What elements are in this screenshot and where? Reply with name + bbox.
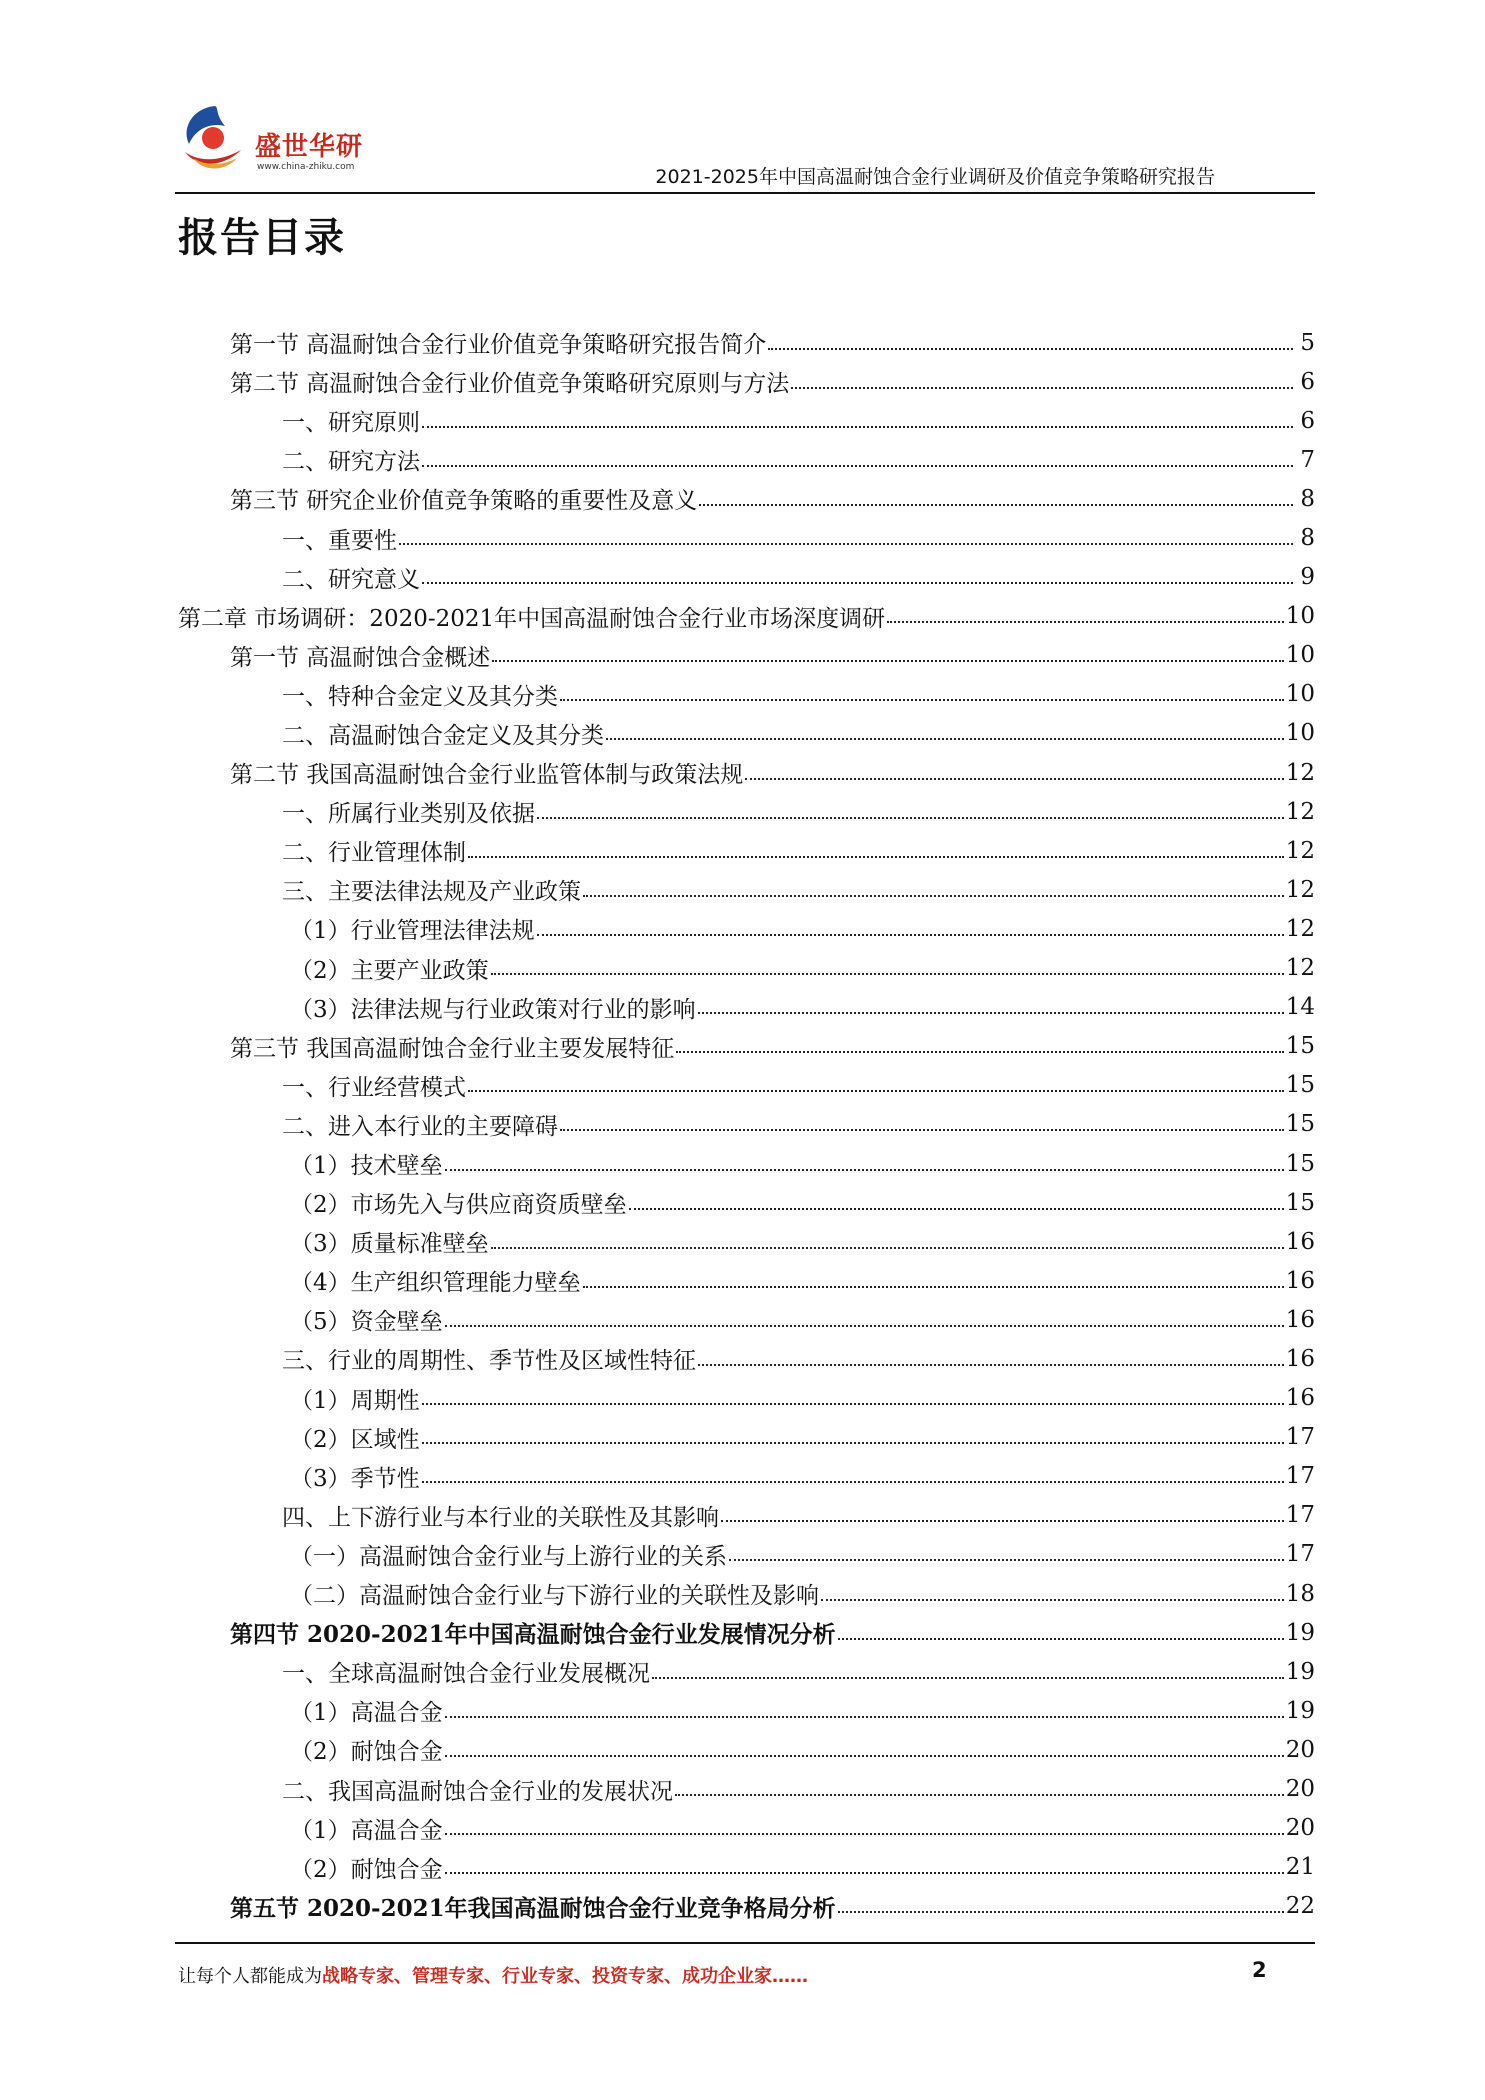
toc-entry-title: 二、研究方法 (282, 449, 420, 476)
footer-slogan-prefix: 让每个人都能成为 (178, 1966, 322, 1987)
toc-entry[interactable] (178, 1418, 1315, 1457)
toc-entry[interactable] (178, 558, 1315, 597)
toc-entry-page: 15 (1285, 1111, 1315, 1138)
toc-dot-leader (491, 973, 1284, 975)
toc-dot-leader (537, 934, 1284, 936)
page-header (175, 100, 1315, 196)
toc-dot-leader (560, 699, 1284, 701)
toc-dot-leader (699, 504, 1293, 506)
toc-dot-leader (422, 426, 1293, 428)
brand-name: 盛世华研 (255, 132, 364, 162)
toc-entry-page: 16 (1285, 1345, 1315, 1372)
toc-entry[interactable] (178, 1027, 1315, 1066)
toc-dot-leader (887, 621, 1284, 623)
toc-entry[interactable] (178, 1379, 1315, 1418)
toc-entry[interactable] (178, 1222, 1315, 1261)
toc-entry-title: （2）区域性 (290, 1426, 420, 1453)
toc-entry[interactable] (178, 597, 1315, 636)
toc-entry-title: （1）技术壁垒 (290, 1153, 443, 1180)
toc-dot-leader (468, 856, 1284, 858)
toc-dot-leader (422, 1403, 1284, 1405)
toc-entry-page: 17 (1285, 1424, 1315, 1451)
toc-dot-leader (445, 1872, 1284, 1874)
toc-entry-page: 22 (1285, 1893, 1315, 1920)
toc-entry-title: 第四节 2020-2021年中国高温耐蚀合金行业发展情况分析 (230, 1621, 836, 1649)
toc-entry[interactable] (178, 1261, 1315, 1300)
toc-entry-title: 第二章 市场调研：2020-2021年中国高温耐蚀合金行业市场深度调研 (178, 605, 886, 632)
toc-entry[interactable] (178, 1809, 1315, 1848)
toc-dot-leader (445, 1716, 1284, 1718)
toc-dot-leader (721, 1520, 1284, 1522)
toc-entry-page: 9 (1300, 564, 1315, 591)
toc-entry-page: 6 (1300, 368, 1315, 395)
toc-dot-leader (676, 1051, 1283, 1053)
toc-entry-title: （2）耐蚀合金 (290, 1739, 443, 1766)
toc-entry-title: 三、主要法律法规及产业政策 (282, 879, 581, 906)
toc-entry-page: 20 (1285, 1736, 1315, 1763)
toc-entry[interactable] (178, 675, 1315, 714)
toc-entry[interactable] (178, 518, 1315, 557)
toc-entry-title: 二、行业管理体制 (282, 840, 466, 867)
toc-entry[interactable] (178, 1574, 1315, 1613)
toc-entry[interactable] (178, 323, 1315, 362)
toc-entry-page: 5 (1300, 329, 1315, 356)
toc-entry-page: 12 (1285, 915, 1315, 942)
toc-entry-page: 16 (1285, 1385, 1315, 1412)
toc-entry[interactable] (178, 1339, 1315, 1378)
toc-entry[interactable] (178, 870, 1315, 909)
toc-entry-title: （4）生产组织管理能力壁垒 (290, 1270, 581, 1297)
toc-dot-leader (422, 1481, 1284, 1483)
toc-dot-leader (468, 1090, 1284, 1092)
logo-emblem-icon (175, 100, 255, 180)
toc-dot-leader (537, 817, 1284, 819)
toc-entry-title: 第一节 高温耐蚀合金行业价值竞争策略研究报告简介 (230, 332, 767, 359)
toc-entry-title: （5）资金壁垒 (290, 1309, 443, 1336)
toc-entry-page: 12 (1285, 798, 1315, 825)
toc-entry-title: 第三节 我国高温耐蚀合金行业主要发展特征 (230, 1035, 675, 1062)
toc-entry[interactable] (178, 1105, 1315, 1144)
toc-entry[interactable] (178, 714, 1315, 753)
toc-entry-title: （1）高温合金 (290, 1817, 443, 1844)
toc-dot-leader (422, 582, 1293, 584)
toc-entry-page: 10 (1285, 681, 1315, 708)
toc-entry[interactable] (178, 1535, 1315, 1574)
toc-dot-leader (675, 1794, 1284, 1796)
toc-entry-page: 16 (1285, 1267, 1315, 1294)
toc-dot-leader (422, 1442, 1284, 1444)
toc-entry-page: 12 (1285, 955, 1315, 982)
toc-entry-page: 16 (1285, 1306, 1315, 1333)
toc-entry-title: （3）质量标准壁垒 (290, 1231, 489, 1258)
toc-entry-page: 21 (1285, 1854, 1315, 1881)
toc-entry[interactable] (178, 1183, 1315, 1222)
footer-divider (175, 1942, 1315, 1944)
toc-entry-title: 第一节 高温耐蚀合金概述 (230, 644, 491, 671)
toc-entry[interactable] (178, 831, 1315, 870)
toc-entry-title: （3）法律法规与行业政策对行业的影响 (290, 996, 696, 1023)
toc-entry-page: 18 (1285, 1580, 1315, 1607)
toc-entry-page: 16 (1285, 1228, 1315, 1255)
toc-entry-title: （二）高温耐蚀合金行业与下游行业的关联性及影响 (290, 1583, 819, 1610)
toc-entry-page: 14 (1285, 994, 1315, 1021)
toc-entry[interactable] (178, 1887, 1315, 1926)
toc-dot-leader (838, 1638, 1284, 1640)
toc-entry-page: 8 (1300, 485, 1315, 512)
toc-dot-leader (821, 1599, 1284, 1601)
toc-entry-page: 6 (1300, 407, 1315, 434)
toc-entry-title: 三、行业的周期性、季节性及区域性特征 (282, 1348, 696, 1375)
toc-entry[interactable] (178, 362, 1315, 401)
toc-dot-leader (491, 1247, 1284, 1249)
toc-dot-leader (698, 1012, 1284, 1014)
toc-dot-leader (606, 738, 1284, 740)
toc-entry[interactable] (178, 1848, 1315, 1887)
toc-entry-page: 12 (1285, 876, 1315, 903)
toc-dot-leader (583, 1286, 1284, 1288)
toc-dot-leader (445, 1755, 1284, 1757)
toc-entry-page: 17 (1285, 1541, 1315, 1568)
toc-entry[interactable] (178, 1613, 1315, 1652)
toc-dot-leader (560, 1129, 1284, 1131)
toc-entry-page: 12 (1285, 759, 1315, 786)
toc-dot-leader (629, 1208, 1284, 1210)
toc-entry[interactable] (178, 753, 1315, 792)
toc-dot-leader (745, 778, 1283, 780)
toc-dot-leader (399, 543, 1293, 545)
page-number: 2 (1252, 1958, 1267, 1982)
toc-dot-leader (422, 465, 1293, 467)
toc-dot-leader (838, 1911, 1284, 1913)
toc-dot-leader (768, 348, 1293, 350)
toc-dot-leader (698, 1364, 1284, 1366)
toc-entry-page: 20 (1285, 1815, 1315, 1842)
toc-entry-page: 15 (1285, 1033, 1315, 1060)
toc-entry[interactable] (178, 1730, 1315, 1769)
header-divider (175, 192, 1315, 194)
toc-entry-title: （1）高温合金 (290, 1700, 443, 1727)
toc-entry-title: 一、全球高温耐蚀合金行业发展概况 (282, 1661, 650, 1688)
toc-entry-page: 10 (1285, 642, 1315, 669)
toc-entry[interactable] (178, 440, 1315, 479)
toc-entry-title: 一、行业经营模式 (282, 1074, 466, 1101)
toc-entry-page: 19 (1285, 1658, 1315, 1685)
toc-dot-leader (445, 1325, 1284, 1327)
toc-entry-title: （3）季节性 (290, 1465, 420, 1492)
toc-dot-leader (445, 1169, 1284, 1171)
toc-entry-page: 10 (1285, 720, 1315, 747)
toc-entry-page: 19 (1285, 1619, 1315, 1646)
toc-dot-leader (492, 660, 1283, 662)
toc-entry-title: （一）高温耐蚀合金行业与上游行业的关系 (290, 1543, 727, 1570)
footer-slogan (178, 1962, 808, 1988)
page-title: 报告目录 (178, 215, 346, 261)
toc-entry-page: 20 (1285, 1776, 1315, 1803)
toc-dot-leader (652, 1677, 1284, 1679)
toc-entry[interactable] (178, 401, 1315, 440)
toc-entry-title: 二、研究意义 (282, 566, 420, 593)
toc-entry[interactable] (178, 988, 1315, 1027)
toc-entry-page: 10 (1285, 603, 1315, 630)
toc-entry-title: 第五节 2020-2021年我国高温耐蚀合金行业竞争格局分析 (230, 1894, 836, 1922)
footer-slogan-emphasis: 战略专家、管理专家、行业专家、投资专家、成功企业家…… (322, 1966, 808, 1987)
toc-entry-page: 15 (1285, 1072, 1315, 1099)
toc-entry[interactable] (178, 636, 1315, 675)
toc-entry-page: 7 (1300, 446, 1315, 473)
toc-dot-leader (445, 1833, 1284, 1835)
report-title: 2021-2025年中国高温耐蚀合金行业调研及价值竞争策略研究报告 (655, 166, 1215, 188)
toc-entry[interactable] (178, 1300, 1315, 1339)
toc-entry-title: 二、进入本行业的主要障碍 (282, 1113, 558, 1140)
toc-entry-page: 8 (1300, 525, 1315, 552)
toc-entry-page: 15 (1285, 1150, 1315, 1177)
toc-entry-title: （2）市场先入与供应商资质壁垒 (290, 1192, 627, 1219)
toc-dot-leader (791, 387, 1293, 389)
toc-entry-title: 二、高温耐蚀合金定义及其分类 (282, 722, 604, 749)
toc-entry[interactable] (178, 1769, 1315, 1808)
toc-entry-title: （1）行业管理法律法规 (290, 918, 535, 945)
table-of-contents (178, 323, 1315, 1926)
company-logo (175, 100, 395, 190)
toc-entry-title: 第二节 高温耐蚀合金行业价值竞争策略研究原则与方法 (230, 371, 790, 398)
toc-entry[interactable] (178, 1066, 1315, 1105)
toc-entry-title: 一、重要性 (282, 527, 397, 554)
toc-entry-title: 一、所属行业类别及依据 (282, 801, 535, 828)
toc-entry[interactable] (178, 1457, 1315, 1496)
toc-entry-title: 第二节 我国高温耐蚀合金行业监管体制与政策法规 (230, 762, 744, 789)
toc-entry[interactable] (178, 949, 1315, 988)
brand-url: www.china-zhiku.com (257, 162, 355, 172)
toc-entry-page: 17 (1285, 1502, 1315, 1529)
toc-entry-title: 第三节 研究企业价值竞争策略的重要性及意义 (230, 488, 698, 515)
toc-entry-title: 四、上下游行业与本行业的关联性及其影响 (282, 1504, 719, 1531)
toc-entry[interactable] (178, 792, 1315, 831)
toc-entry-title: （2）耐蚀合金 (290, 1856, 443, 1883)
toc-dot-leader (583, 895, 1284, 897)
toc-dot-leader (729, 1559, 1284, 1561)
toc-entry-page: 19 (1285, 1697, 1315, 1724)
toc-entry-title: 一、研究原则 (282, 410, 420, 437)
toc-entry[interactable] (178, 1496, 1315, 1535)
toc-entry-page: 17 (1285, 1463, 1315, 1490)
toc-entry[interactable] (178, 1652, 1315, 1691)
toc-entry-page: 12 (1285, 837, 1315, 864)
toc-entry[interactable] (178, 909, 1315, 948)
toc-entry[interactable] (178, 1144, 1315, 1183)
toc-entry-title: （2）主要产业政策 (290, 957, 489, 984)
toc-entry-title: （1）周期性 (290, 1387, 420, 1414)
toc-entry-title: 一、特种合金定义及其分类 (282, 683, 558, 710)
toc-entry[interactable] (178, 479, 1315, 518)
toc-entry-page: 15 (1285, 1189, 1315, 1216)
toc-entry-title: 二、我国高温耐蚀合金行业的发展状况 (282, 1778, 673, 1805)
toc-entry[interactable] (178, 1691, 1315, 1730)
